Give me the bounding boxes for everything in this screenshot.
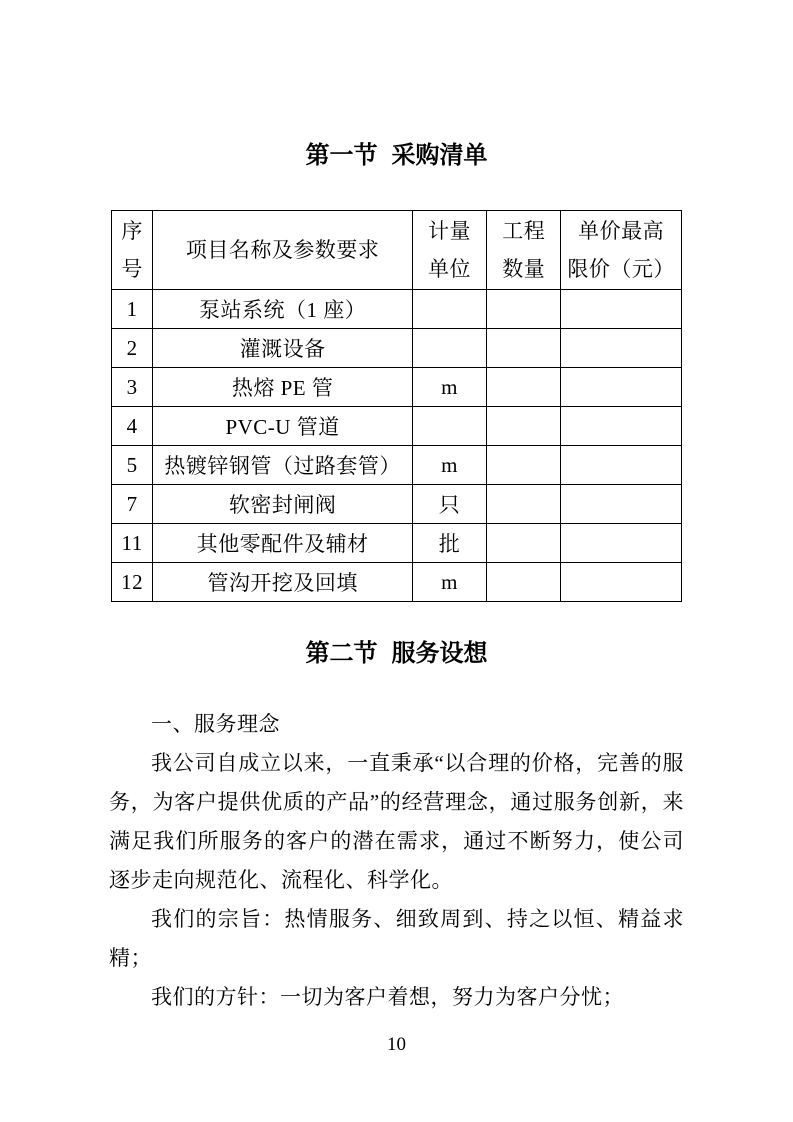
header-measure-unit	[412, 211, 486, 290]
cell-measure-unit	[412, 290, 486, 329]
header-line: 工程	[502, 219, 546, 243]
cell-max-unit-price	[561, 524, 682, 563]
cell-item-name: 热熔 PE 管	[153, 368, 413, 407]
cell-item-name: 其他零配件及辅材	[153, 524, 413, 563]
table-row	[112, 446, 682, 485]
cell-max-unit-price	[561, 290, 682, 329]
cell-item-name: 泵站系统（1 座）	[153, 290, 413, 329]
page-content	[109, 0, 684, 1017]
cell-quantity	[487, 407, 561, 446]
header-quantity	[487, 211, 561, 290]
cell-max-unit-price	[561, 485, 682, 524]
cell-max-unit-price	[561, 563, 682, 602]
table-header-row	[112, 211, 682, 290]
header-line: 限价（元）	[567, 257, 675, 281]
header-item-name	[153, 211, 413, 290]
cell-serial-number: 4	[112, 407, 153, 446]
cell-quantity	[487, 485, 561, 524]
cell-max-unit-price	[561, 329, 682, 368]
cell-serial-number: 12	[112, 563, 153, 602]
cell-measure-unit: m	[412, 563, 486, 602]
header-line: 数量	[502, 257, 546, 281]
cell-measure-unit: 只	[412, 485, 486, 524]
cell-item-name: 软密封闸阀	[153, 485, 413, 524]
cell-quantity	[487, 368, 561, 407]
cell-quantity	[487, 446, 561, 485]
table-row	[112, 329, 682, 368]
cell-serial-number: 3	[112, 368, 153, 407]
cell-quantity	[487, 329, 561, 368]
paragraph-service-concept: 我公司自成立以来，一直秉承“以合理的价格，完善的服务，为客户提供优质的产品”的经营理念，通过服务创新，来满足我们所服务的客户的潜在需求，通过不断努力，使公司逐步走向规范化、流程化、科学化。	[109, 751, 684, 892]
table-row	[112, 368, 682, 407]
cell-item-name: 灌溉设备	[153, 329, 413, 368]
page-number: 10	[387, 1034, 406, 1055]
cell-serial-number: 7	[112, 485, 153, 524]
table-row	[112, 524, 682, 563]
cell-measure-unit	[412, 407, 486, 446]
cell-quantity	[487, 563, 561, 602]
cell-quantity	[487, 524, 561, 563]
header-line: 单位	[428, 257, 472, 281]
table-row	[112, 563, 682, 602]
cell-serial-number: 11	[112, 524, 153, 563]
cell-serial-number: 1	[112, 290, 153, 329]
table-row	[112, 485, 682, 524]
header-line: 号	[121, 257, 143, 281]
cell-item-name: PVC-U 管道	[153, 407, 413, 446]
cell-serial-number: 5	[112, 446, 153, 485]
section1-title: 第一节 采购清单	[305, 143, 488, 169]
header-max-unit-price	[561, 211, 682, 290]
cell-item-name: 管沟开挖及回填	[153, 563, 413, 602]
cell-measure-unit	[412, 329, 486, 368]
header-line: 单价最高	[578, 219, 665, 243]
subsection-heading: 一、服务理念	[151, 712, 280, 736]
header-serial-number	[112, 211, 153, 290]
cell-measure-unit: m	[412, 368, 486, 407]
cell-quantity	[487, 290, 561, 329]
cell-serial-number: 2	[112, 329, 153, 368]
paragraph-purpose: 我们的宗旨：热情服务、细致周到、持之以恒、精益求精；	[109, 907, 684, 970]
header-line: 项目名称及参数要求	[185, 238, 380, 262]
header-line: 序	[121, 219, 143, 243]
table-row	[112, 290, 682, 329]
section2-title: 第二节 服务设想	[305, 641, 488, 667]
cell-max-unit-price	[561, 446, 682, 485]
header-line: 计量	[428, 219, 472, 243]
procurement-table	[111, 210, 682, 602]
cell-item-name: 热镀锌钢管（过路套管）	[153, 446, 413, 485]
cell-max-unit-price	[561, 407, 682, 446]
cell-max-unit-price	[561, 368, 682, 407]
paragraph-policy: 我们的方针：一切为客户着想，努力为客户分忧；	[151, 985, 624, 1009]
table-row	[112, 407, 682, 446]
cell-measure-unit: m	[412, 446, 486, 485]
cell-measure-unit: 批	[412, 524, 486, 563]
